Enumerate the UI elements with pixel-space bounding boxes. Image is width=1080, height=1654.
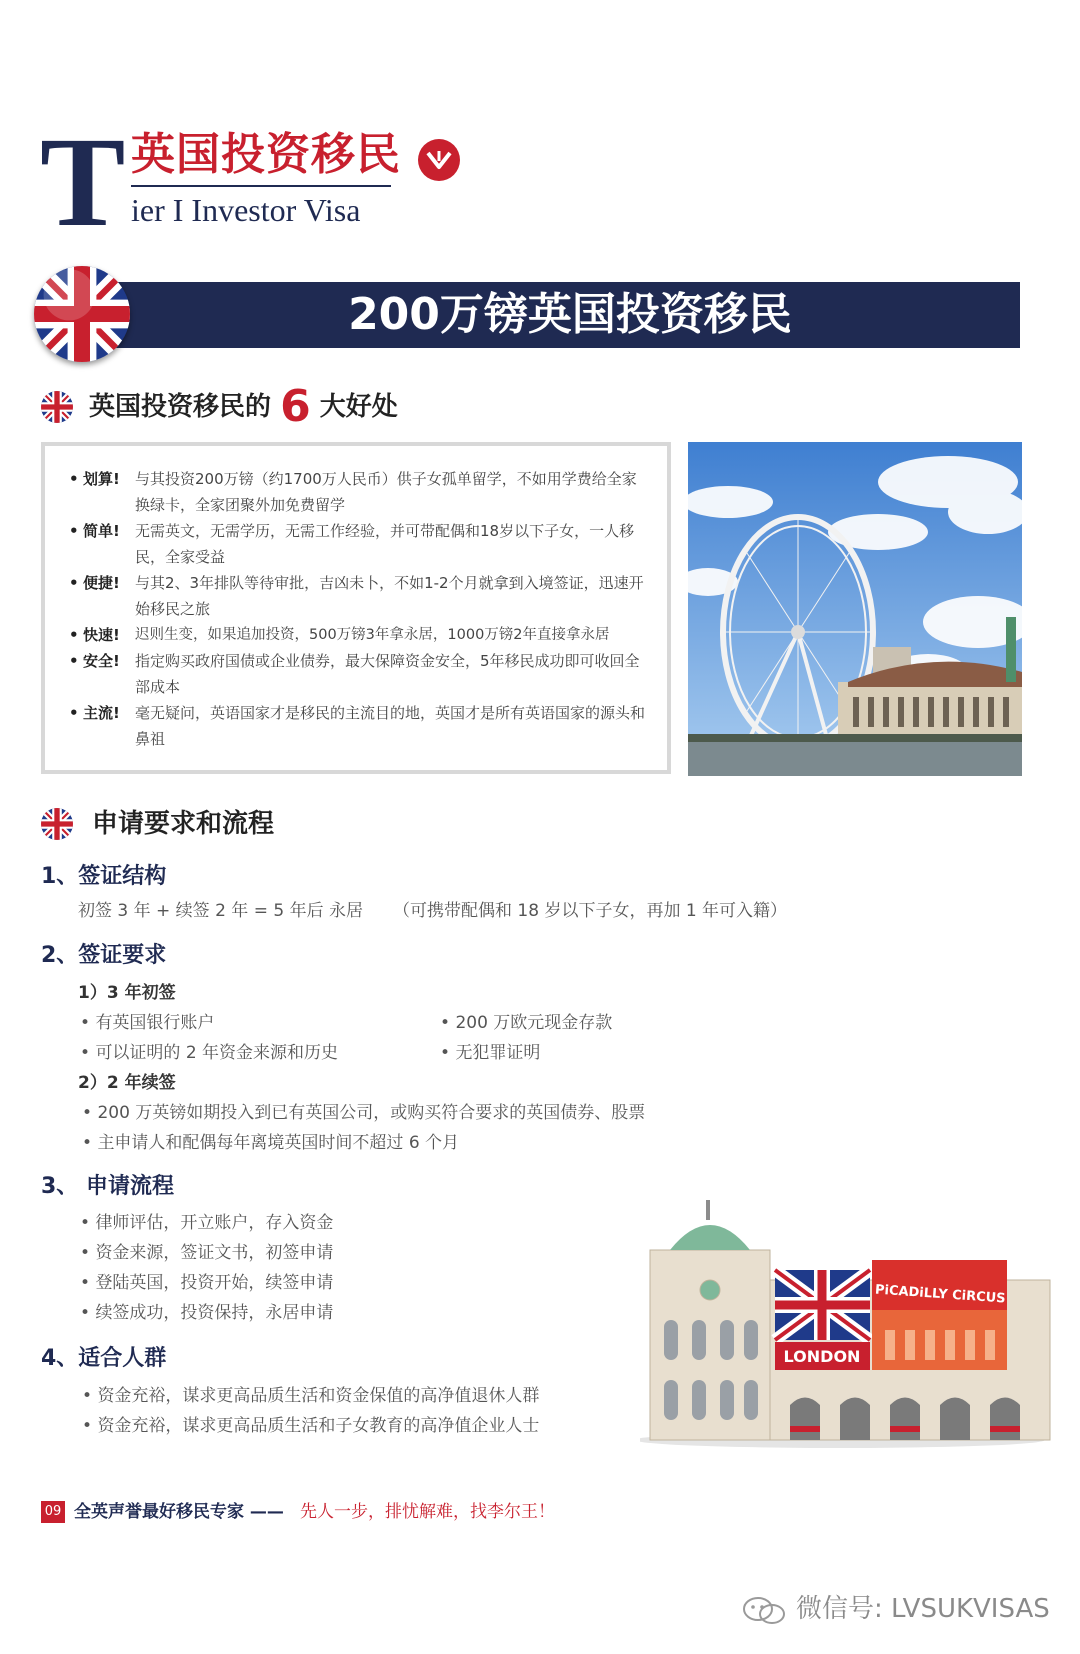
renewal-visa-subheading: 2）2 年续签	[78, 1073, 176, 1093]
page-number: 09	[41, 1501, 65, 1523]
list-item: • 资金充裕，谋求更高品质生活和子女教育的高净值企业人士	[82, 1416, 540, 1436]
page-title: 英国投资移民	[131, 129, 401, 180]
list-item: • 简单! 无需英文，无需学历，无需工作经验，并可带配偶和18岁以下子女，一人移民，全家受益	[69, 522, 635, 566]
piccadilly-circus-illustration	[640, 1190, 1060, 1450]
list-item: • 无犯罪证明	[440, 1043, 541, 1063]
list-item: • 律师评估，开立账户，存入资金	[80, 1213, 334, 1233]
page-subtitle: ier I Investor Visa	[131, 192, 361, 228]
list-item: • 登陆英国，投资开始，续签申请	[80, 1273, 334, 1293]
uk-flag-icon	[41, 808, 73, 840]
list-item: • 200 万英镑如期投入到已有英国公司，或购买符合要求的英国债券、股票	[82, 1103, 646, 1123]
benefits-box	[41, 442, 671, 774]
process-heading: 申请要求和流程	[92, 809, 275, 839]
footer-slogan: 全英声誉最好移民专家 ——	[74, 1502, 284, 1522]
list-item: • 主申请人和配偶每年离境英国时间不超过 6 个月	[82, 1133, 460, 1153]
visa-structure-note: （可携带配偶和 18 岁以下子女，再加 1 年可入籍）	[393, 901, 788, 921]
list-item: • 资金充裕，谋求更高品质生活和资金保值的高净值退休人群	[82, 1386, 540, 1406]
list-item: • 安全! 指定购买政府国债或企业债券，最大保障资金安全，5年移民成功即可收回全部成本	[69, 652, 640, 696]
benefits-heading-pre: 英国投资移民的	[89, 392, 272, 422]
title-divider	[131, 185, 391, 187]
london-sign: LONDON	[783, 1347, 861, 1366]
section-visa-structure-title: 1、签证结构	[41, 864, 167, 889]
list-item: • 主流! 毫无疑问，英语国家才是移民的主流目的地，英国才是所有英语国家的源头和鼻祖	[69, 704, 646, 748]
wechat-icon	[742, 1596, 788, 1630]
list-item: • 资金来源，签证文书，初签申请	[80, 1243, 334, 1263]
visa-structure-text: 初签 3 年 + 续签 2 年 = 5 年后 永居	[78, 901, 363, 921]
uk-flag-icon	[34, 266, 130, 362]
benefits-heading-num: 6	[280, 381, 311, 432]
logo-big-letter: T	[40, 111, 126, 253]
benefits-heading	[89, 381, 398, 432]
uk-flag-icon	[41, 391, 73, 423]
london-eye-photo	[688, 442, 1022, 776]
section-target-group-title: 4、适合人群	[41, 1346, 167, 1371]
wechat-watermark: 微信号: LVSUKVISAS	[796, 1594, 1050, 1624]
list-item: • 可以证明的 2 年资金来源和历史	[80, 1043, 339, 1063]
list-item: • 划算! 与其投资200万镑（约1700万人民币）供子女孤单留学，不如用学费给全家换绿卡，全家团聚外加免费留学	[69, 470, 637, 514]
list-item: • 快速! 迟则生变，如果追加投资，500万镑3年拿永居，1000万镑2年直接拿永居	[69, 626, 610, 644]
section-visa-requirements-title: 2、签证要求	[41, 943, 167, 968]
chevron-down-icon	[418, 139, 460, 181]
list-item: • 有英国银行账户	[80, 1013, 215, 1033]
list-item: • 续签成功，投资保持，永居申请	[80, 1303, 334, 1323]
section-application-process-title: 3、 申请流程	[41, 1174, 174, 1199]
initial-visa-subheading: 1）3 年初签	[78, 983, 176, 1003]
benefits-heading-post: 大好处	[319, 392, 398, 422]
piccadilly-sign: PiCADiLLY CiRCUS	[874, 1282, 1006, 1307]
list-item: • 200 万欧元现金存款	[440, 1013, 613, 1033]
banner-title: 200万镑英国投资移民	[348, 289, 792, 340]
footer-tagline: 先人一步，排忧解难，找李尔王！	[300, 1502, 555, 1522]
list-item: • 便捷! 与其2、3年排队等待审批，吉凶未卜，不如1-2个月就拿到入境签证，迅速开始移民之旅	[69, 574, 644, 618]
